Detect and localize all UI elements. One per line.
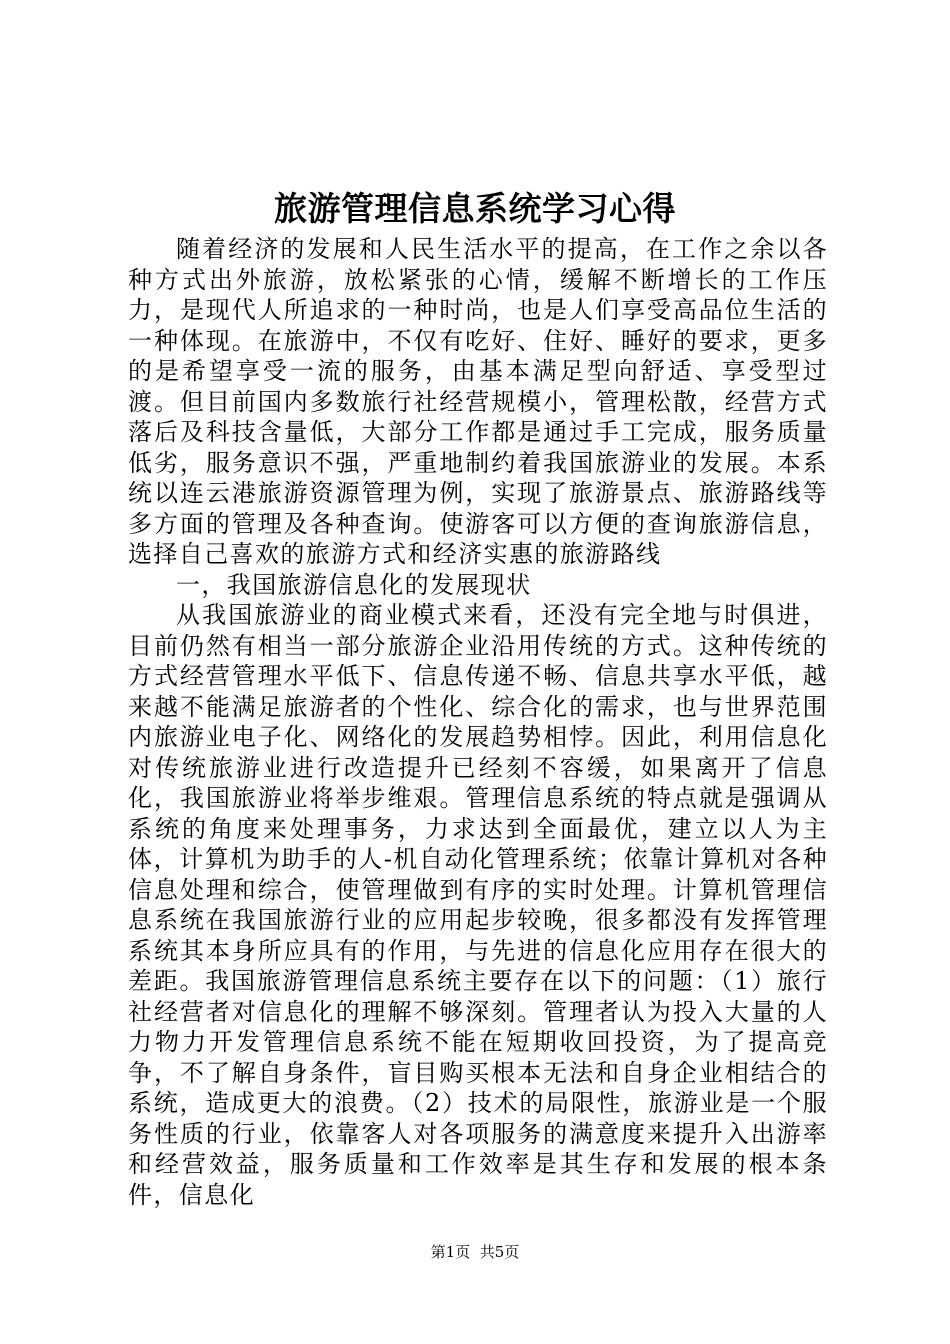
section-heading: 一，我国旅游信息化的发展现状 [176,570,532,599]
page-title: 旅游管理信息系统学习心得 [274,189,676,228]
paragraph-intro: 随着经济的发展和人民生活水平的提高，在工作之余以各种方式出外旅游，放松紧张的心情，缓解不断增长的工作压力，是现代人所追求的一种时尚，也是人们享受高品位生活的一种体现。在旅游中，不仅有吃好、住好、睡好的要求，更多的是希望享受一流的服务，由基本满足型向舒适、享受型过渡。但目前国内多数旅行社经营规模小，管理松散，经营方式落后及科技含量低，大部分工作都是通过手工完成，服务质量低劣，服务意识不强，严重地制约着我国旅游业的发展。本系统以连云港旅游资源管理为例，实现了旅游景点、旅游路线等多方面的管理及各种查询。使游客可以方便的查询旅游信息，选择自己喜欢的旅游方式和经济实惠的旅游路线 [128,235,828,568]
page-number: 第1页 [430,1243,471,1261]
paragraph-status: 从我国旅游业的商业模式来看，还没有完全地与时俱进，目前仍然有相当一部分旅游企业沿用传统的方式。这种传统的方式经营管理水平低下、信息传递不畅、信息共享水平低，越来越不能满足旅游者的个性化、综合化的需求，也与世界范围内旅游业电子化、网络化的发展趋势相悖。因此，利用信息化对传统旅游业进行改造提升已经刻不容缓，如果离开了信息化，我国旅游业将举步维艰。管理信息系统的特点就是强调从系统的角度来处理事务，力求达到全面最优，建立以人为主体，计算机为助手的人-机自动化管理系统；依靠计算机对各种信息处理和综合，使管理做到有序的实时处理。计算机管理信息系统在我国旅游行业的应用起步较晚，很多都没有发挥管理系统其本身所应具有的作用，与先进的信息化应用存在很大的差距。我国旅游管理信息系统主要存在以下的问题：（1）旅行社经营者对信息化的理解不够深刻。管理者认为投入大量的人力物力开发管理信息系统不能在短期收回投资，为了提高竞争，不了解自身条件，盲目购买根本无法和自身企业相结合的系统，造成更大的浪费。（2）技术的局限性，旅游业是一个服务性质的行业，依靠客人对各项服务的满意度来提升入出游率和经营效益，服务质量和工作效率是其生存和发展的根本条件，信息化 [128,601,828,1209]
document-body [128,234,828,1210]
page-total: 共5页 [479,1243,520,1261]
page-footer [0,1242,950,1262]
